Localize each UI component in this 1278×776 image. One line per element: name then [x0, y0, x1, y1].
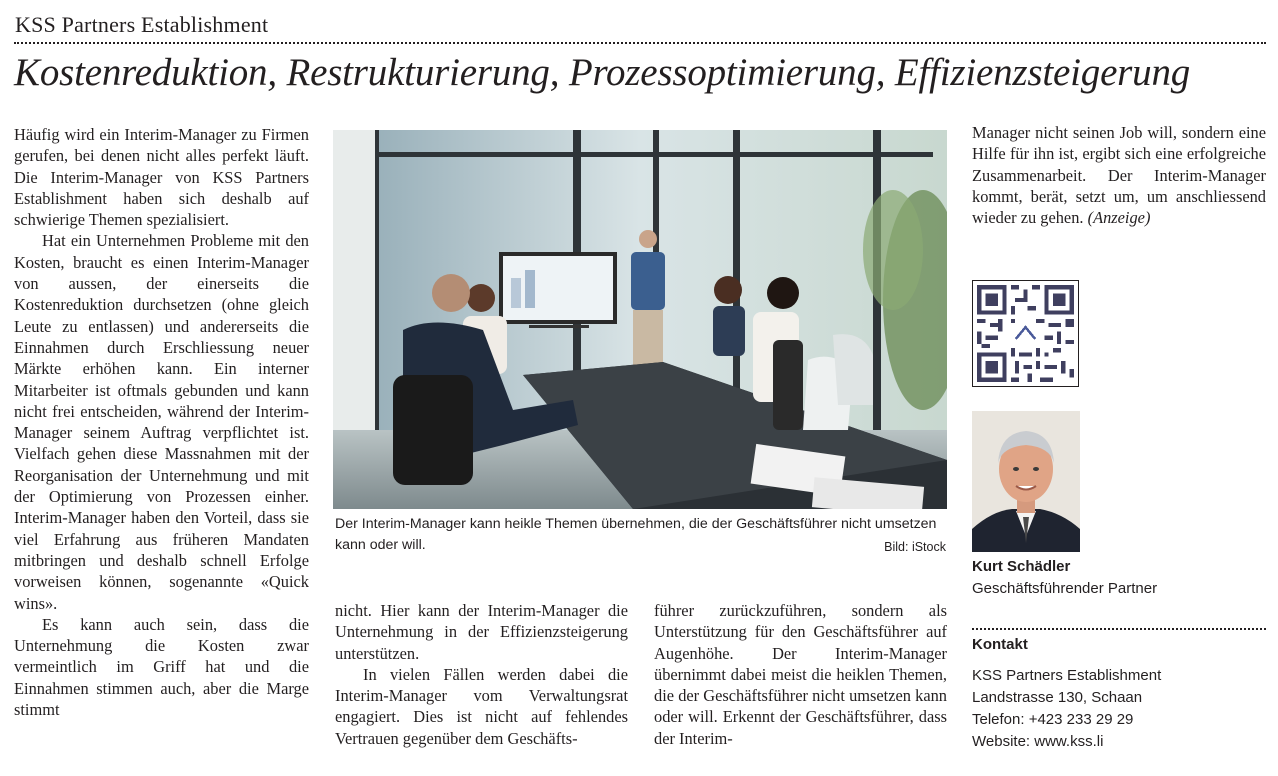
paragraph: Häufig wird ein Interim-Manager zu Firmen gerufen, bei denen nicht alles perfekt läuft. Die Interim-Manager von KSS Partners Establishment haben sich deshalb auf schwierige Themen spezialisiert.: [14, 125, 309, 230]
paragraph: In vielen Fällen werden dabei die Interim-Manager vom Verwaltungsrat engagiert. Dies ist nicht auf fehlendes Vertrauen gegenüber dem Geschäfts-: [335, 664, 628, 748]
article-column-3: [654, 600, 947, 765]
paragraph: nicht. Hier kann der Interim-Manager die Unternehmung in der Effizienzsteigerung unterstützen.: [335, 601, 628, 663]
contact-phone[interactable]: Telefon: +423 233 29 29: [972, 711, 1134, 728]
article-column-4: [972, 122, 1266, 257]
meeting-photo: [333, 130, 947, 509]
article-column-2: [335, 600, 628, 765]
paragraph: Es kann auch sein, dass die Unternehmung die Kosten zwar vermeintlich im Griff hat und die Einnahmen stimmen auch, aber die Marge stimmt: [14, 614, 309, 720]
contact-divider: [972, 628, 1266, 630]
top-divider: [14, 42, 1266, 44]
photo-credit: Bild: iStock: [884, 540, 946, 554]
contact-heading: Kontakt: [972, 636, 1028, 653]
paragraph: Hat ein Unternehmen Probleme mit den Kosten, braucht es einen Interim-Manager von aussen, der einerseits die Kostenreduktion durchsetzen (ohne gleich Leute zu entlassen) und andererseits die Einnahmen durch Erschliessung neuer Märkte erhöhen kann. Ein interner Mitarbeiter ist oftmals gebunden und kann nicht frei entscheiden, während der Interim-Manager seinem Auftrag verpflichtet ist. Vielfach gehen diese Massnahmen mit der Reorganisation der Unternehmung und mit der Optimierung von Prozessen einher. Interim-Manager haben den Vorteil, dass sie viel Erfahrung aus früheren Mandaten mitbringen und deshalb schnell Erfolge vorweisen können, sogenannte «Quick wins».: [14, 231, 309, 613]
portrait-photo: [972, 411, 1080, 552]
section-kicker: KSS Partners Establishment: [15, 12, 269, 37]
paragraph: führer zurückzuführen, sondern als Unterstützung für den Geschäftsführer auf Augenhöhe. Der Interim-Manager übernimmt dabei meist die heiklen Themen, die der Geschäftsführer nicht umsetzen kann oder will. Erkennt der Geschäftsführer, dass der Interim-: [654, 601, 947, 748]
article-column-1: [14, 124, 309, 764]
paragraph-text: Manager nicht seinen Job will, sondern eine Hilfe für ihn ist, ergibt sich eine erfolgreiche Zusammenarbeit. Der Interim-Manager kommt, berät, setzt um, um anschliessend wieder zu gehen.: [972, 123, 1266, 228]
contact-website[interactable]: Website: www.kss.li: [972, 733, 1104, 750]
contact-address: Landstrasse 130, Schaan: [972, 689, 1143, 706]
person-name: Kurt Schädler: [972, 558, 1071, 575]
article-headline: Kostenreduktion, Restrukturierung, Prozessoptimierung, Effizienzsteigerung: [14, 51, 1191, 94]
person-role: Geschäftsführender Partner: [972, 580, 1158, 597]
contact-company: KSS Partners Establishment: [972, 667, 1162, 684]
paragraph: [972, 122, 1266, 228]
qr-code-pattern: [973, 281, 1078, 386]
meeting-photo-illustration: [333, 130, 947, 509]
advert-tag: (Anzeige): [1087, 208, 1151, 228]
qr-code[interactable]: [972, 280, 1079, 387]
photo-caption: Der Interim-Manager kann heikle Themen übernehmen, die der Geschäftsführer nicht umsetzen kann oder will.: [335, 516, 937, 553]
portrait-illustration: [972, 411, 1080, 552]
